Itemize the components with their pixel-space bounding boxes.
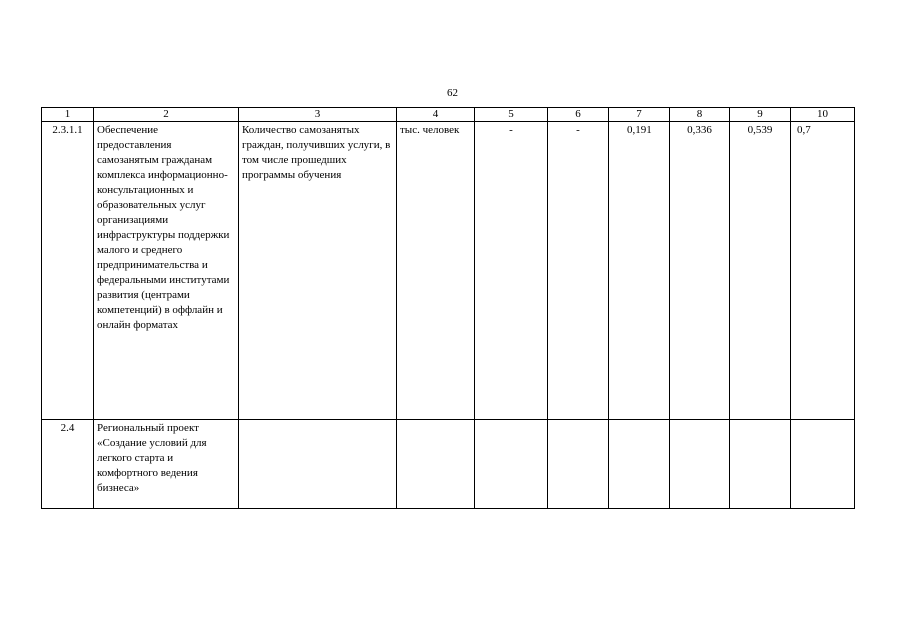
row-description-cell: Обеспечение предоставления самозанятым гражданам комплекса информационно-консультационных и образовательных услуг организациями инфраструктуры поддержки малого и среднего предпринимательства и федеральными институтами развития (центрами компетенций) в оффлайн и онлайн форматах: [94, 122, 239, 420]
page-number: 62: [447, 87, 458, 99]
column-header: 7: [609, 108, 670, 122]
row-value-cell: -: [475, 122, 548, 420]
row-value-cell: 0,336: [670, 122, 730, 420]
column-header: 5: [475, 108, 548, 122]
row-value-cell: [730, 420, 791, 509]
column-header: 9: [730, 108, 791, 122]
row-value-cell: -: [548, 122, 609, 420]
column-header: 8: [670, 108, 730, 122]
row-indicator-cell: Количество самозанятых граждан, получивших услуги, в том числе прошедших программы обучения: [239, 122, 397, 420]
column-header: 2: [94, 108, 239, 122]
column-header: 4: [397, 108, 475, 122]
row-value-cell: [475, 420, 548, 509]
row-indicator-cell: [239, 420, 397, 509]
column-header: 6: [548, 108, 609, 122]
column-header: 1: [42, 108, 94, 122]
column-header: 3: [239, 108, 397, 122]
row-value-cell: [609, 420, 670, 509]
indicators-table: [41, 107, 855, 509]
table-row: [42, 420, 855, 509]
row-unit-cell: тыс. человек: [397, 122, 475, 420]
row-value-cell: [791, 420, 855, 509]
row-unit-cell: [397, 420, 475, 509]
table-row: [42, 122, 855, 420]
row-value-cell: 0,191: [609, 122, 670, 420]
row-value-cell: [670, 420, 730, 509]
row-value-cell: 0,7: [791, 122, 855, 420]
row-code-cell: 2.4: [42, 420, 94, 509]
row-value-cell: 0,539: [730, 122, 791, 420]
column-header: 10: [791, 108, 855, 122]
row-description-cell: Региональный проект «Создание условий для легкого старта и комфортного ведения бизнеса»: [94, 420, 239, 509]
row-value-cell: [548, 420, 609, 509]
row-code-cell: 2.3.1.1: [42, 122, 94, 420]
table-header-row: [42, 108, 855, 122]
